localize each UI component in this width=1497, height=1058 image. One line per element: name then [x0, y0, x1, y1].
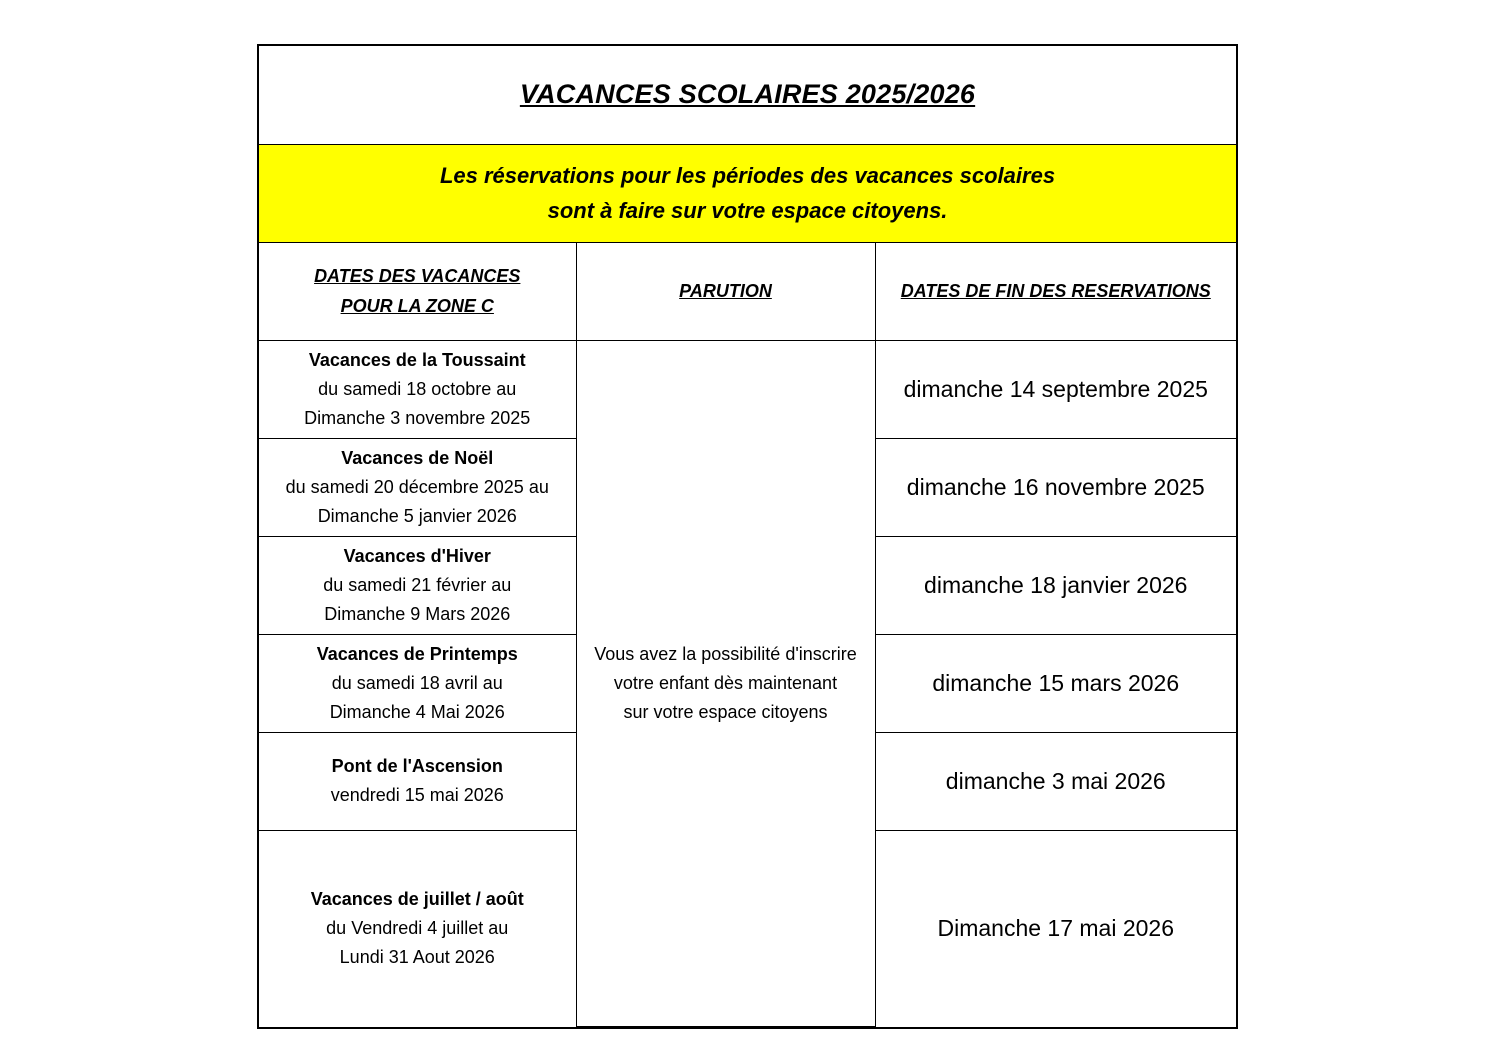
period-dates-line-2: Dimanche 5 janvier 2026: [317, 505, 517, 526]
deadline-hiver: dimanche 18 janvier 2026: [875, 536, 1236, 634]
period-ascension: [259, 732, 576, 830]
title-row: [259, 46, 1236, 144]
notice-line-2: sont à faire sur votre espace citoyens.: [547, 198, 948, 224]
period-dates-line-2: Lundi 31 Aout 2026: [339, 947, 495, 968]
page-title: VACANCES SCOLAIRES 2025/2026: [259, 46, 1236, 144]
period-toussaint: [259, 340, 576, 438]
column-header-dates-line-2: POUR LA ZONE C: [340, 296, 494, 317]
school-holidays-table: [259, 46, 1236, 1027]
period-name: Vacances de juillet / août: [310, 889, 524, 910]
column-header-dates: [259, 242, 576, 340]
period-noel: [259, 438, 576, 536]
period-name: Vacances de la Toussaint: [308, 349, 526, 370]
period-name: Vacances d'Hiver: [343, 545, 491, 566]
period-dates-line-2: Dimanche 4 Mai 2026: [329, 701, 505, 722]
period-dates-line-1: du samedi 18 avril au: [331, 672, 503, 693]
deadline-ascension: dimanche 3 mai 2026: [875, 732, 1236, 830]
deadline-ete: Dimanche 17 mai 2026: [875, 830, 1236, 1026]
period-dates-line-1: du samedi 18 octobre au: [318, 378, 517, 399]
period-printemps: [259, 634, 576, 732]
period-dates-line-2: Dimanche 9 Mars 2026: [324, 603, 511, 624]
period-dates-line-1: vendredi 15 mai 2026: [330, 785, 504, 806]
period-dates-line-2: Dimanche 3 novembre 2025: [304, 407, 531, 428]
column-header-dates-line-1: DATES DES VACANCES: [314, 266, 521, 287]
period-name: Vacances de Noël: [341, 447, 494, 468]
header-row: [259, 242, 1236, 340]
period-name: Vacances de Printemps: [316, 643, 518, 664]
period-dates-line-1: du samedi 20 décembre 2025 au: [285, 476, 549, 497]
notice-line-1: Les réservations pour les périodes des vacances scolaires: [439, 163, 1056, 189]
reservation-notice: [259, 144, 1236, 242]
parution-line-2: votre enfant dès maintenant: [613, 672, 838, 693]
parution-note: [576, 340, 875, 1026]
deadline-printemps: dimanche 15 mars 2026: [875, 634, 1236, 732]
deadline-toussaint: dimanche 14 septembre 2025: [875, 340, 1236, 438]
notice-row: [259, 144, 1236, 242]
period-dates-line-1: du Vendredi 4 juillet au: [326, 918, 509, 939]
column-header-deadline: DATES DE FIN DES RESERVATIONS: [875, 242, 1236, 340]
table-row: [259, 340, 1236, 438]
school-holidays-table-frame: [257, 44, 1238, 1029]
period-ete: [259, 830, 576, 1026]
deadline-noel: dimanche 16 novembre 2025: [875, 438, 1236, 536]
column-header-parution: PARUTION: [576, 242, 875, 340]
period-dates-line-1: du samedi 21 février au: [323, 574, 512, 595]
parution-line-1: Vous avez la possibilité d'inscrire: [594, 643, 857, 664]
period-name: Pont de l'Ascension: [331, 756, 503, 777]
period-hiver: [259, 536, 576, 634]
parution-line-3: sur votre espace citoyens: [623, 701, 828, 722]
